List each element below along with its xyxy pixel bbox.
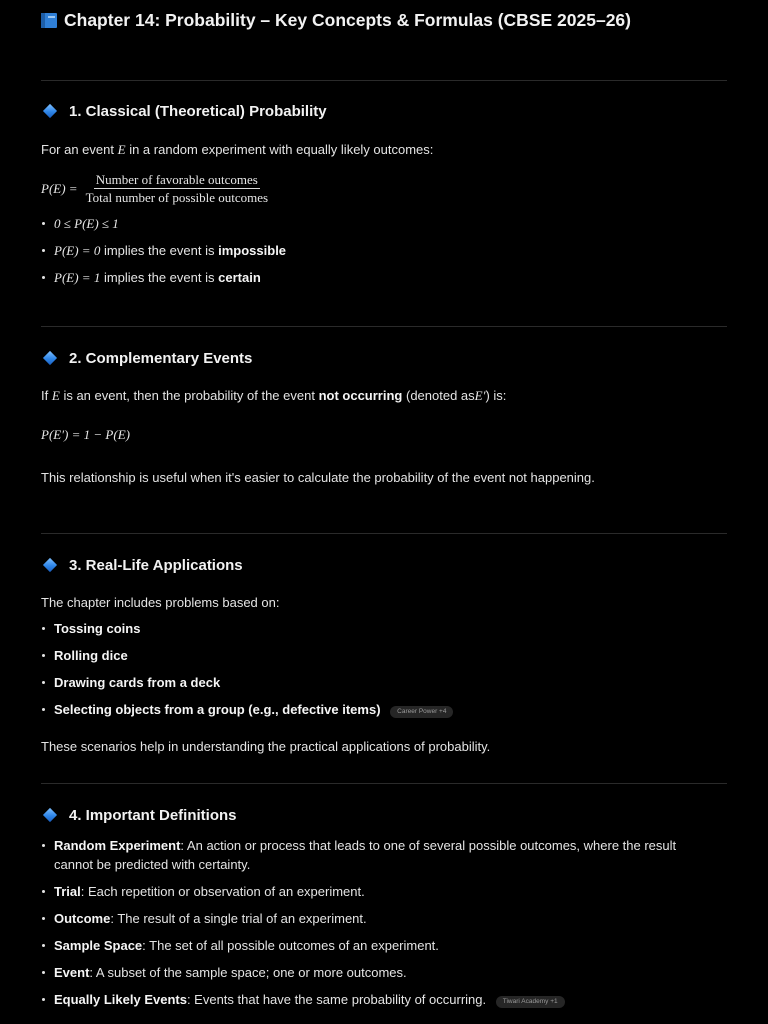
- page-title-text: Chapter 14: Probability – Key Concepts & Formulas (CBSE 2025–26): [64, 10, 631, 30]
- section-heading-text: 3. Real-Life Applications: [69, 556, 243, 574]
- section-intro: [41, 140, 727, 159]
- divider: [41, 533, 727, 534]
- bullet-icon: [42, 998, 45, 1001]
- bullet-list: [41, 214, 727, 287]
- definition-term: Trial: [54, 884, 81, 899]
- intro-text: For an event: [41, 142, 114, 157]
- bullet-icon: [42, 844, 45, 847]
- bullet-icon: [42, 681, 45, 684]
- section-heading: [41, 554, 727, 576]
- formula-fraction: [84, 172, 271, 205]
- definition-text: : Each repetition or observation of an experiment.: [80, 884, 365, 899]
- intro-text: (denoted as: [405, 388, 475, 403]
- divider: [41, 326, 727, 327]
- bullet-icon: [42, 222, 45, 225]
- definition-term: Random Experiment: [54, 838, 181, 853]
- list-item: [41, 214, 727, 233]
- complement-formula: P(E′) = 1 − P(E): [41, 427, 130, 442]
- formula-lhs: P(E) =: [41, 180, 78, 196]
- list-item: [41, 646, 727, 665]
- bullet-icon: [42, 276, 45, 279]
- section-real-life-applications: [41, 554, 727, 756]
- list-item-text: implies the event is: [103, 243, 215, 258]
- bullet-icon: [42, 944, 45, 947]
- section-heading: [41, 804, 727, 826]
- formula-numerator: Number of favorable outcomes: [95, 172, 258, 187]
- intro-text: ) is:: [485, 388, 507, 403]
- document-page: [41, 8, 727, 1007]
- definition-item: [41, 990, 727, 1009]
- section-heading-text: 1. Classical (Theoretical) Probability: [69, 102, 327, 120]
- section-intro: [41, 386, 727, 405]
- bullet-icon: [42, 708, 45, 711]
- list-item-text: Selecting objects from a group (e.g., defective items): [54, 702, 381, 717]
- definition-item: [41, 882, 727, 901]
- blue-diamond-icon: [43, 558, 57, 572]
- list-item-text: Drawing cards from a deck: [54, 675, 221, 690]
- blue-diamond-icon: [43, 104, 57, 118]
- math-variable: E′: [474, 388, 486, 403]
- page-title: [41, 8, 727, 33]
- definition-item: [41, 909, 727, 928]
- list-item-text: Rolling dice: [54, 648, 128, 663]
- definitions-list: [41, 836, 727, 1009]
- intro-text: If: [41, 388, 49, 403]
- definition-term: Event: [54, 965, 90, 980]
- section-heading-text: 2. Complementary Events: [69, 349, 253, 367]
- blue-diamond-icon: [43, 808, 57, 822]
- list-item: [41, 700, 727, 719]
- formula-denominator: Total number of possible outcomes: [85, 190, 269, 205]
- section-heading: [41, 100, 727, 122]
- list-item: [41, 268, 727, 287]
- definition-item: [41, 836, 727, 874]
- bullet-icon: [42, 654, 45, 657]
- blue-diamond-icon: [43, 351, 57, 365]
- definition-term: Equally Likely Events: [54, 992, 187, 1007]
- intro-text: is an event, then the probability of the event: [63, 388, 315, 403]
- definition-text: : An action or process that leads to one of several possible outcomes, where the result cannot be predicted with certainty.: [54, 838, 677, 872]
- section-paragraph: These scenarios help in understanding the practical applications of probability.: [41, 739, 491, 754]
- definition-text: : The result of a single trial of an experiment.: [110, 911, 367, 926]
- bullet-icon: [42, 890, 45, 893]
- section-important-definitions: [41, 804, 727, 1009]
- list-item: [41, 241, 727, 260]
- section-classical-probability: [41, 100, 727, 287]
- bullet-icon: [42, 249, 45, 252]
- list-item-text: Tossing coins: [54, 621, 141, 636]
- definition-item: [41, 963, 727, 982]
- source-chip[interactable]: Career Power +4: [390, 706, 453, 718]
- intro-text: in a random experiment with equally likely outcomes:: [129, 142, 434, 157]
- probability-formula: [41, 172, 727, 205]
- bullet-icon: [42, 971, 45, 974]
- definition-term: Outcome: [54, 911, 111, 926]
- source-chip[interactable]: Tiwari Academy +1: [496, 996, 565, 1008]
- math-variable: E: [51, 388, 60, 403]
- divider: [41, 80, 727, 81]
- bold-term: impossible: [218, 243, 287, 258]
- bullet-list: [41, 619, 727, 719]
- section-paragraph: This relationship is useful when it's easier to calculate the probability of the event not happening.: [41, 470, 595, 485]
- section-heading-text: 4. Important Definitions: [69, 806, 237, 824]
- list-item: [41, 673, 727, 692]
- definition-item: [41, 936, 727, 955]
- bold-term: certain: [218, 270, 261, 285]
- bold-term: not occurring: [318, 388, 403, 403]
- divider: [41, 783, 727, 784]
- math-variable: E: [117, 142, 126, 157]
- math-expression: P(E) = 1: [54, 270, 101, 285]
- bullet-icon: [42, 627, 45, 630]
- definition-text: : A subset of the sample space; one or more outcomes.: [89, 965, 407, 980]
- definition-term: Sample Space: [54, 938, 143, 953]
- definition-text: : Events that have the same probability of occurring.: [186, 992, 487, 1007]
- section-heading: [41, 347, 727, 369]
- bullet-icon: [42, 917, 45, 920]
- list-item: [41, 619, 727, 638]
- math-expression: 0 ≤ P(E) ≤ 1: [54, 216, 119, 231]
- section-intro: The chapter includes problems based on:: [41, 595, 280, 610]
- math-expression: P(E) = 0: [54, 243, 101, 258]
- section-complementary-events: [41, 347, 727, 487]
- book-icon: [41, 13, 57, 28]
- definition-text: : The set of all possible outcomes of an experiment.: [142, 938, 439, 953]
- list-item-text: implies the event is: [103, 270, 215, 285]
